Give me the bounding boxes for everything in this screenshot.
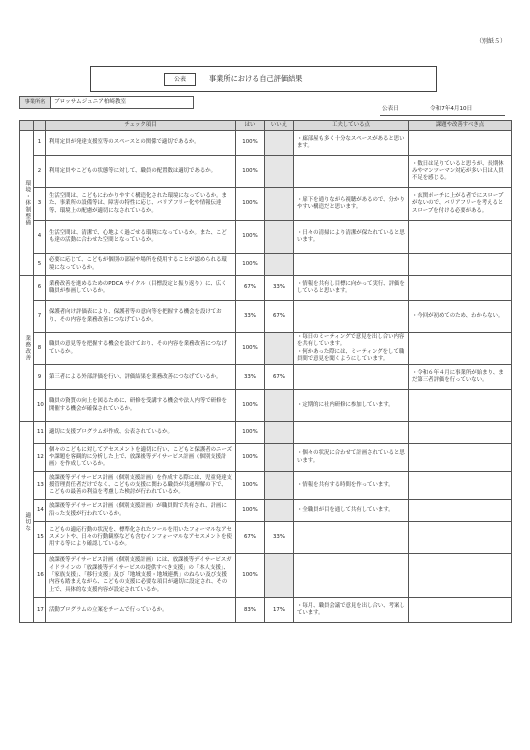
table-row bbox=[20, 156, 512, 188]
row-number: 3 bbox=[34, 188, 46, 221]
effort-note: ・情報を共有し目標に向かって実行、評価をしていると思います。 bbox=[294, 276, 409, 301]
office-row bbox=[19, 96, 194, 109]
check-item: 業務改善を進めるためのPDCA サイクル（目標設定と振り返り）に、広く職員が参画しているか。 bbox=[46, 276, 236, 301]
row-number: 10 bbox=[34, 390, 46, 422]
yes-percent: 100% bbox=[236, 221, 265, 254]
effort-note bbox=[294, 365, 409, 390]
header-no: いいえ bbox=[265, 121, 294, 131]
effort-note: ・全職員が目を通して共有しています。 bbox=[294, 500, 409, 522]
improvement-note bbox=[409, 522, 512, 554]
header-efforts: 工夫している点 bbox=[294, 121, 409, 131]
yes-percent: 33% bbox=[236, 365, 265, 390]
check-item: 利用定員やこどもの状態等に対して、職員の配置数は適切であるか。 bbox=[46, 156, 236, 188]
table-header-row bbox=[20, 121, 512, 131]
yes-percent: 100% bbox=[236, 188, 265, 221]
effort-note: ・個々の状況に合わせて計画されていると思います。 bbox=[294, 444, 409, 472]
header-check-item: チェック項目 bbox=[46, 121, 236, 131]
no-percent bbox=[265, 156, 294, 188]
check-item: 職員の資質の向上を図るために、研修を受講する機会や法人内等で研修を開催する機会が確保されているか。 bbox=[46, 390, 236, 422]
no-percent bbox=[265, 390, 294, 422]
yes-percent: 100% bbox=[236, 156, 265, 188]
table-row bbox=[20, 301, 512, 333]
improvement-note bbox=[409, 422, 512, 444]
publication-date-label: 公表日 bbox=[382, 106, 399, 112]
improvement-note bbox=[409, 472, 512, 500]
improvement-note: ・玄関ポーチに上がる者でにスロープがないので、バリアフリーを考えるとスロープを付ける必要がある。 bbox=[409, 188, 512, 221]
yes-percent: 100% bbox=[236, 472, 265, 500]
category-label: 業務改善 bbox=[20, 276, 34, 422]
yes-percent: 100% bbox=[236, 500, 265, 522]
yes-percent: 67% bbox=[236, 522, 265, 554]
row-number: 12 bbox=[34, 444, 46, 472]
effort-note: ・定期的に社内研修に参加しています。 bbox=[294, 390, 409, 422]
table-row bbox=[20, 500, 512, 522]
improvement-note bbox=[409, 390, 512, 422]
check-item: 生活空間は、清潔で、心地よく過ごせる環境になっているか。また、こども達の活動に合わせた空間となっているか。 bbox=[46, 221, 236, 254]
effort-note bbox=[294, 554, 409, 598]
improvement-note: ・令和６年４月に事業所が始まり、まだ第三者評価を行っていない。 bbox=[409, 365, 512, 390]
yes-percent: 100% bbox=[236, 131, 265, 156]
table-row bbox=[20, 444, 512, 472]
check-item: 必要に応じて、こどもが個別の部屋や場所を使用することが認められる環境になっているか。 bbox=[46, 254, 236, 276]
check-item: 保護者向け評価表により、保護者等の意向等を把握する機会を設けており、その内容を業務改善につなげているか。 bbox=[46, 301, 236, 333]
effort-note bbox=[294, 301, 409, 333]
effort-note: ・日々の清掃により清潔が保たれていると思います。 bbox=[294, 221, 409, 254]
table-row bbox=[20, 522, 512, 554]
no-percent: 17% bbox=[265, 598, 294, 623]
effort-note bbox=[294, 422, 409, 444]
no-percent bbox=[265, 422, 294, 444]
no-percent: 67% bbox=[265, 365, 294, 390]
check-item: 適切に支援プログラムが作成、公表されているか。 bbox=[46, 422, 236, 444]
no-percent bbox=[265, 254, 294, 276]
no-percent bbox=[265, 472, 294, 500]
check-item: こどもの適応行動の状況を、標準化されたツールを用いたフォーマルなアセスメントや、日々の行動観察なども含むインフォーマルなアセスメントを使用する等により確認しているか。 bbox=[46, 522, 236, 554]
yes-percent: 83% bbox=[236, 598, 265, 623]
effort-note bbox=[294, 522, 409, 554]
improvement-note bbox=[409, 554, 512, 598]
improvement-note bbox=[409, 333, 512, 365]
date-underline bbox=[380, 115, 505, 116]
yes-percent: 100% bbox=[236, 554, 265, 598]
row-number: 7 bbox=[34, 301, 46, 333]
row-number: 14 bbox=[34, 500, 46, 522]
check-item: 個々のこどもに対してアセスメントを適切に行い、こどもと保護者のニーズや課題を客観的に分析した上で、放課後等デイサービス計画（個別支援計画）を作成しているか。 bbox=[46, 444, 236, 472]
row-number: 17 bbox=[34, 598, 46, 623]
no-percent bbox=[265, 444, 294, 472]
table-row bbox=[20, 554, 512, 598]
check-item: 第三者による外部評価を行い、評価結果を業務改善につなげているか。 bbox=[46, 365, 236, 390]
yes-percent: 100% bbox=[236, 390, 265, 422]
category-label: 環境・体制整備 bbox=[20, 131, 34, 276]
header-number bbox=[34, 121, 46, 131]
effort-note bbox=[294, 156, 409, 188]
improvement-note bbox=[409, 444, 512, 472]
table-row bbox=[20, 276, 512, 301]
title-box bbox=[90, 66, 437, 92]
yes-percent: 100% bbox=[236, 422, 265, 444]
check-item: 放課後等デイサービス計画（個別支援計画）が職員間で共有され、計画に沿った支援が行われているか。 bbox=[46, 500, 236, 522]
row-number: 6 bbox=[34, 276, 46, 301]
table-row bbox=[20, 365, 512, 390]
row-number: 2 bbox=[34, 156, 46, 188]
public-tag: 公表 bbox=[164, 73, 196, 86]
effort-note: ・廊部屋も多く十分なスペースがあると思います。 bbox=[294, 131, 409, 156]
check-item: 利用定員が発達支援室等のスペースとの関係で適切であるか。 bbox=[46, 131, 236, 156]
check-item: 生活空間は、こどもにわかりやすく構造化された環境になっているか。また、事業所の設備等は、障害の特性に応じ、バリアフリー化や情報伝達等、環境上の配慮が適切になされているか。 bbox=[46, 188, 236, 221]
effort-note: ・扉下を通りながら視聴があるので、分かりやすい構造だと思います。 bbox=[294, 188, 409, 221]
evaluation-table bbox=[19, 120, 512, 623]
table-row bbox=[20, 131, 512, 156]
category-label: 適切な bbox=[20, 422, 34, 623]
improvement-note bbox=[409, 598, 512, 623]
row-number: 11 bbox=[34, 422, 46, 444]
improvement-note bbox=[409, 254, 512, 276]
no-percent bbox=[265, 554, 294, 598]
table-row bbox=[20, 254, 512, 276]
no-percent bbox=[265, 333, 294, 365]
row-number: 9 bbox=[34, 365, 46, 390]
table-row bbox=[20, 188, 512, 221]
yes-percent: 67% bbox=[236, 276, 265, 301]
no-percent: 67% bbox=[265, 301, 294, 333]
row-number: 5 bbox=[34, 254, 46, 276]
no-percent bbox=[265, 500, 294, 522]
improvement-note: ・今回が初めてのため、わからない。 bbox=[409, 301, 512, 333]
table-row bbox=[20, 472, 512, 500]
no-percent bbox=[265, 188, 294, 221]
check-item: 職員の意見等を把握する機会を設けており、その内容を業務改善につなげているか。 bbox=[46, 333, 236, 365]
check-item: 活動プログラムの立案をチームで行っているか。 bbox=[46, 598, 236, 623]
improvement-note bbox=[409, 221, 512, 254]
row-number: 1 bbox=[34, 131, 46, 156]
improvement-note bbox=[409, 500, 512, 522]
row-number: 8 bbox=[34, 333, 46, 365]
no-percent bbox=[265, 131, 294, 156]
no-percent: 33% bbox=[265, 522, 294, 554]
row-number: 4 bbox=[34, 221, 46, 254]
header-category bbox=[20, 121, 34, 131]
no-percent: 33% bbox=[265, 276, 294, 301]
effort-note: ・毎日のミーティングで意見を出し合い内容を共有しています。 ・何かあった際には、ミーティングをして職員間で意見を聞くようにしています。 bbox=[294, 333, 409, 365]
effort-note bbox=[294, 254, 409, 276]
row-number: 13 bbox=[34, 472, 46, 500]
office-name: ブロッサムジュニア柏崎教室 bbox=[54, 99, 127, 105]
page-title: 事業所における自己評価結果 bbox=[209, 74, 303, 83]
table-row bbox=[20, 221, 512, 254]
row-number: 15 bbox=[34, 522, 46, 554]
improvement-note bbox=[409, 131, 512, 156]
row-number: 16 bbox=[34, 554, 46, 598]
yes-percent: 33% bbox=[236, 301, 265, 333]
effort-note: ・毎月、職員会議で意見を出し合い、考案しています。 bbox=[294, 598, 409, 623]
table-row bbox=[20, 333, 512, 365]
effort-note: ・情報を共有する時間を作っています。 bbox=[294, 472, 409, 500]
yes-percent: 100% bbox=[236, 444, 265, 472]
header-yes: はい bbox=[236, 121, 265, 131]
improvement-note bbox=[409, 276, 512, 301]
check-item: 放課後等デイサービス計画（個別支援計画）を作成する際には、児童発達支援管理責任者だけでなく、こどもの支援に関わる職員が共通理解の下で、こどもの最善の利益を考慮した検討が行われているか。 bbox=[46, 472, 236, 500]
yes-percent: 100% bbox=[236, 254, 265, 276]
header-improvements: 課題や改善すべき点 bbox=[409, 121, 512, 131]
no-percent bbox=[265, 221, 294, 254]
office-label: 事業所名 bbox=[20, 97, 51, 108]
table-row bbox=[20, 390, 512, 422]
yes-percent: 100% bbox=[236, 333, 265, 365]
annex-label: （別紙５） bbox=[475, 38, 506, 45]
improvement-note: ・数日は足りていると思うが、長期休みやマンツーマン対応が多い日は人員不足を感じる。 bbox=[409, 156, 512, 188]
publication-date: 令和7年4月10日 bbox=[430, 106, 473, 112]
table-row bbox=[20, 422, 512, 444]
table-row bbox=[20, 598, 512, 623]
check-item: 放課後等デイサービス計画（個別支援計画）には、放課後等デイサービスガイドラインの「放課後等デイサービスの提供すべき支援」の「本人支援」、「家族支援」、「移行支援」及び「地域支援・地域連携」のねらい及び支援内容も踏まえながら、こどもの支援に必要な項目が適切に設定され、その上で、具体的な支援内容が設定されているか。 bbox=[46, 554, 236, 598]
